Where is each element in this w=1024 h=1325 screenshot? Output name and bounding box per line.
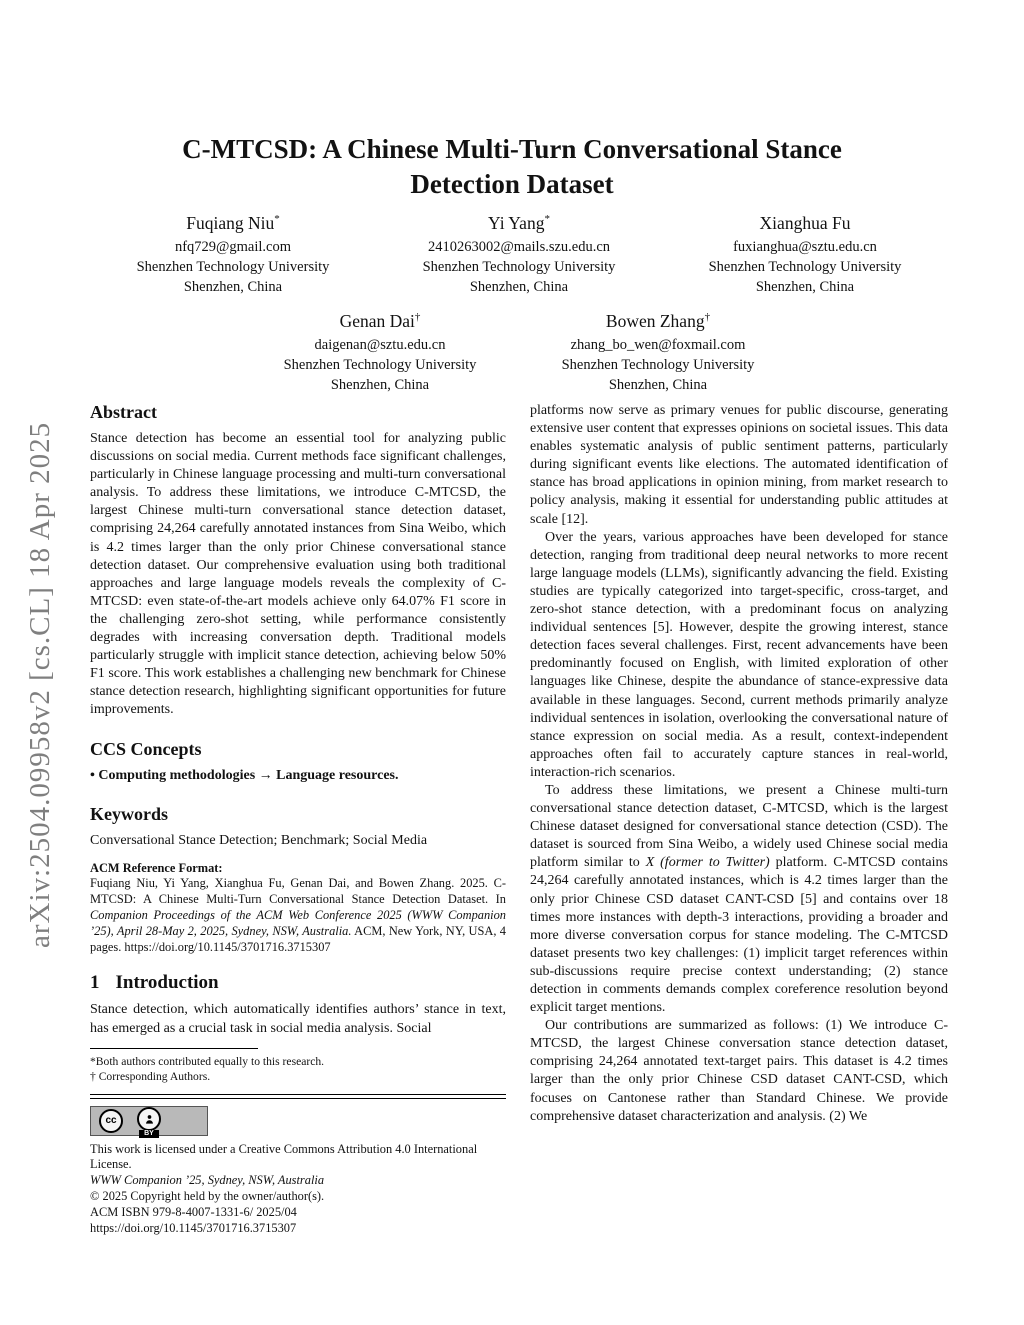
author-email: zhang_bo_wen@foxmail.com	[570, 336, 746, 353]
body-paragraph-3	[530, 782, 948, 1017]
license-separator	[90, 1094, 506, 1099]
author-city: Shenzhen, China	[755, 278, 855, 295]
para3-text-pre: To address these limitations, we present a Chinese multi-turn conversational stance detection dataset, C-MTCSD, which is the largest Chinese dataset designed for conversational stance detection (CSD). The dataset is sourced from Sina Weibo, a widely used Chinese social media platform similar to	[530, 782, 948, 871]
acm-ref-venue-italic: Companion Proceedings of the ACM Web Conference 2025 (WWW Companion ’25), April 28-May 2, 2025, Sydney, NSW, Australia.	[90, 908, 506, 938]
section-title: Introduction	[115, 972, 219, 994]
author-name-text: Yi Yang	[488, 212, 545, 233]
right-column	[530, 402, 948, 1126]
author-email: nfq729@gmail.com	[174, 238, 292, 255]
ccs-concepts-text: • Computing methodologies → Language resources.	[90, 767, 399, 783]
para3-x-twitter-italic: X (former to Twitter)	[645, 855, 770, 871]
cc-by-group	[137, 1107, 161, 1138]
body-paragraph-1: platforms now serve as primary venues for public discourse, generating extensive user content that expresses opinions on societal issues. This data enables systematic analysis of public sentiment patterns, particularly during significant events like elections. The automated identification of stance has broad applications in opinion mining, from market research to policy analysis, making it essential for understanding public attitudes at scale [12].	[530, 403, 948, 527]
author-marker: *	[274, 213, 280, 225]
license-copyright: © 2025 Copyright held by the owner/author(s).	[90, 1189, 325, 1204]
authors-row-2	[90, 306, 948, 395]
cc-by-person-icon	[137, 1107, 161, 1131]
license-statement: This work is licensed under a Creative Commons Attribution 4.0 International License.	[90, 1141, 478, 1172]
footnote-rule	[90, 1048, 258, 1049]
cc-license-badge[interactable]	[90, 1106, 208, 1136]
cc-icon: cc	[99, 1109, 123, 1133]
section-number: 1	[90, 972, 100, 994]
author-affiliation: Shenzhen Technology University	[136, 258, 330, 275]
author-city: Shenzhen, China	[183, 278, 283, 295]
author-block-1	[90, 208, 376, 297]
footnote-equal-contribution: *Both authors contributed equally to this research.	[90, 1054, 325, 1068]
abstract-text: Stance detection has become an essential tool for analyzing public discussions on social media. Current methods face significant challenges, particularly in Chinese language processing and multi-turn conversational analysis. To address these limitations, we introduce C-MTCSD, the largest Chinese multi-turn conversational stance detection dataset, comprising 24,264 carefully annotated instances from Sina Weibo, which is 4.2 times larger than the only prior Chinese conversational stance detection dataset. Our comprehensive evaluation using both traditional approaches and large language models reveals the complexity of C-MTCSD: even state-of-the-art models achieve only 64.07% F1 score in the challenging zero-shot setting, while performance consistently degrades with increasing conversation depth. Traditional models particularly struggle with implicit stance detection, achieving below 50% F1 score. This work establishes a challenging new benchmark for Chinese stance detection research, highlighting significant opportunities for future improvements.	[90, 431, 506, 718]
keywords-text: Conversational Stance Detection; Benchmark; Social Media	[90, 832, 428, 848]
author-affiliation: Shenzhen Technology University	[561, 356, 755, 373]
author-marker: †	[704, 311, 711, 323]
author-name	[519, 306, 797, 332]
author-block-5	[519, 306, 797, 395]
author-name-text: Fuqiang Niu	[186, 212, 275, 233]
license-isbn: ACM ISBN 979-8-4007-1331-6/ 2025/04	[90, 1204, 297, 1219]
author-name	[90, 208, 376, 234]
acm-reference-text	[90, 876, 506, 955]
license-block	[90, 1142, 506, 1237]
author-block-2	[376, 208, 662, 297]
author-city: Shenzhen, China	[608, 376, 708, 393]
cc-by-label: BY	[139, 1130, 159, 1138]
author-affiliation: Shenzhen Technology University	[708, 258, 902, 275]
paper-title: C-MTCSD: A Chinese Multi-Turn Conversational Stance Detection Dataset	[182, 134, 842, 199]
body-paragraph-2: Over the years, various approaches have been developed for stance detection, ranging from traditional deep neural networks to more recent large language models (LLMs), significantly advancing the field. Existing studies are typically categorized into target-specific, cross-target, and zero-shot stance detection, with a predominant focus on analyzing individual sentences [5]. However, despite the growing interest, stance detection faces several challenges. First, recent advancements have been predominantly focused on English, with limited exploration of other languages like Chinese, despite the abundance of stance-expressive data available in these languages. Second, current methods primarily analyze individual sentences in isolation, overlooking the conversational nature of stance expression on social media. As a result, context-independent approaches often fail to accurately capture stances in real-world, interaction-rich scenarios.	[530, 529, 948, 780]
author-email: daigenan@sztu.edu.cn	[314, 336, 446, 353]
author-city: Shenzhen, China	[330, 376, 430, 393]
footnote-corresponding-authors: † Corresponding Authors.	[90, 1069, 211, 1083]
intro-paragraph: Stance detection, which automatically identifies authors’ stance in text, has emerged as a crucial task in social media analysis. Social	[90, 1002, 506, 1036]
author-name	[662, 208, 948, 234]
author-affiliation: Shenzhen Technology University	[283, 356, 477, 373]
body-paragraph-4: Our contributions are summarized as follows: (1) We introduce C-MTCSD, the largest Chinese conversation stance detection dataset, comprising 24,264 annotated text-target pairs. This dataset is 4.2 times larger than the only prior Chinese CSD dataset CANT-CSD, which focuses on Cantonese rather than Standard Chinese. We provide comprehensive dataset characterization and analysis. (2) We	[530, 1018, 948, 1124]
section-1-heading	[90, 972, 506, 994]
author-affiliation: Shenzhen Technology University	[422, 258, 616, 275]
acm-ref-roman-2[interactable]: ACM, New York, NY, USA, 4 pages. https://doi.org/10.1145/3701716.3715307	[90, 923, 506, 954]
author-email: 2410263002@mails.szu.edu.cn	[427, 238, 611, 255]
acm-reference-heading: ACM Reference Format:	[90, 860, 223, 875]
author-name-text: Genan Dai	[339, 310, 415, 331]
author-city: Shenzhen, China	[469, 278, 569, 295]
author-marker: †	[414, 311, 421, 323]
author-name	[376, 208, 662, 234]
license-venue: WWW Companion ’25, Sydney, NSW, Australia	[90, 1173, 325, 1188]
acm-ref-roman-1: Fuqiang Niu, Yi Yang, Xianghua Fu, Genan Dai, and Bowen Zhang. 2025. C-MTCSD: A Chinese Multi-Turn Conversational Stance Detection Dataset. In	[90, 876, 506, 907]
license-doi-link[interactable]: https://doi.org/10.1145/3701716.3715307	[90, 1220, 297, 1235]
author-block-4	[241, 306, 519, 395]
author-marker: *	[544, 213, 550, 225]
author-block-3	[662, 208, 948, 297]
author-name-text: Bowen Zhang	[605, 310, 705, 331]
arxiv-watermark: arXiv:2504.09958v2 [cs.CL] 18 Apr 2025	[24, 421, 56, 948]
abstract-heading: Abstract	[90, 402, 157, 422]
ccs-heading: CCS Concepts	[90, 738, 202, 759]
author-name-text: Xianghua Fu	[759, 212, 851, 233]
keywords-heading: Keywords	[90, 803, 168, 824]
left-column	[90, 402, 506, 1236]
para3-text-post: platform. C-MTCSD contains 24,264 carefully annotated instances, which is 4.2 times larger than the only prior Chinese CSD dataset CANT-CSD [5] and contains over 18 times more instances with depth-3 interactions, providing a broader and more diverse conversation corpus for stance modeling. The C-MTCSD dataset presents two key challenges: (1) implicit target references within sub-discussions require precise context understanding; (2) stance detection in comments demands complex coreference resolution beyond explicit target mentions.	[530, 855, 948, 1016]
author-name	[241, 306, 519, 332]
author-email: fuxianghua@sztu.edu.cn	[733, 238, 877, 255]
authors-row-1	[90, 208, 948, 297]
